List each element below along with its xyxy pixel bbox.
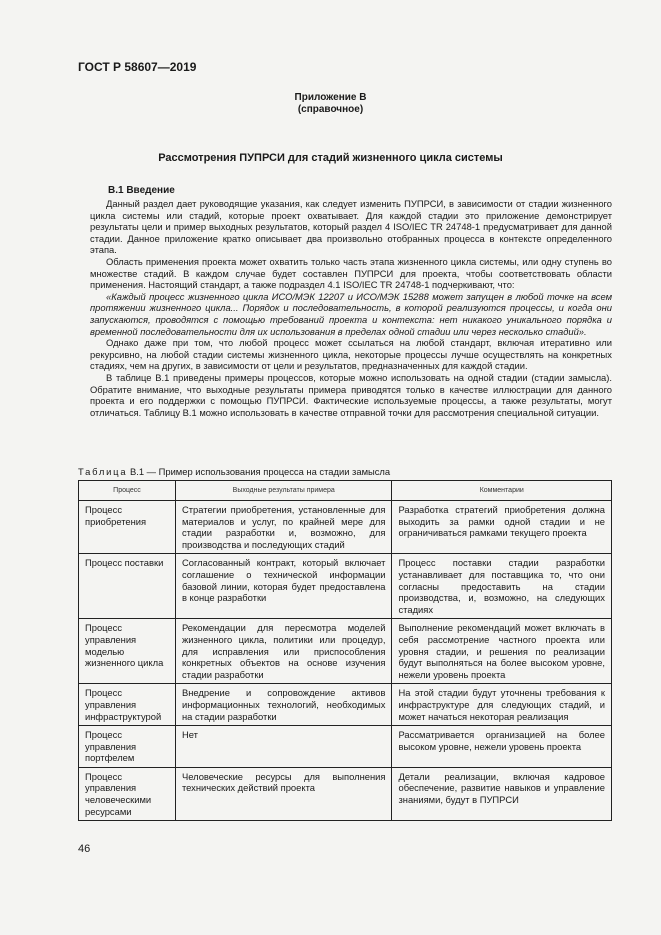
table-cell: Процесс управления моделью жизненного цикла [79, 619, 176, 684]
column-header: Комментарии [392, 481, 612, 501]
table-caption-text: В.1 — Пример использования процесса на стадии замысла [127, 466, 391, 477]
annex-heading [0, 92, 661, 116]
table-cell: Процесс управления инфраструктурой [79, 684, 176, 726]
table-caption-prefix: Таблица [78, 466, 128, 477]
table-cell: Рассматривается организацией на более высоком уровне, нежели уровень проекта [392, 726, 612, 768]
table-cell: На этой стадии будут уточнены требования к инфраструктуре для следующих стадий, и может начаться некоторая реализация [392, 684, 612, 726]
table-cell: Разработка стратегий приобретения должна выходить за рамки одной стадии и не ограничиваться рамками текущего проекта [392, 501, 612, 554]
table-cell: Процесс управления портфелем [79, 726, 176, 768]
table-cell: Нет [175, 726, 392, 768]
body-text [90, 198, 612, 418]
table-cell: Человеческие ресурсы для выполнения технических действий проекта [175, 767, 392, 820]
annex-title: Приложение В [294, 92, 367, 103]
table-cell: Внедрение и сопровождение активов информационных технологий, необходимых на стадии разработки [175, 684, 392, 726]
annex-note: (справочное) [297, 104, 364, 115]
section-title: В.1 Введение [108, 185, 175, 196]
table-cell: Процесс приобретения [79, 501, 176, 554]
table-row [79, 726, 612, 768]
table-cell: Выполнение рекомендаций может включать в себя рассмотрение частного проекта или уровня стадии, и решения по реализации будут выполняться на более высоком уровне, нежели уровень проекта [392, 619, 612, 684]
process-table [78, 480, 612, 821]
document-header: ГОСТ Р 58607—2019 [78, 60, 197, 74]
table-row [79, 684, 612, 726]
table-row [79, 619, 612, 684]
table-row [79, 767, 612, 820]
table-cell: Рекомендации для пересмотра моделей жизненного цикла, политики или процедур, для исправления или приспособления конкретных объектов на основе изучения стадии разработки [175, 619, 392, 684]
paragraph: Область применения проекта может охватить только часть этапа жизненного цикла системы, или одну ступень во множестве стадий. В каждом случае будет составлен ПУПРСИ для проекта, чтобы соответствовать области применения. Настоящий стандарт, а также подраздел 4.1 ISO/IEC TR 24748-1 подчеркивают, что: [90, 255, 612, 291]
table-caption [78, 466, 390, 477]
table-cell: Процесс управления человеческими ресурсами [79, 767, 176, 820]
table-cell: Процесс поставки стадии разработки устанавливает для поставщика то, что они согласны предоставить на стадии производства, и, возможно, на следующих стадиях [392, 554, 612, 619]
table-cell: Детали реализации, включая кадровое обеспечение, развитие навыков и управление знаниями, будут в ПУПРСИ [392, 767, 612, 820]
table-row [79, 501, 612, 554]
paragraph: Данный раздел дает руководящие указания, как следует изменить ПУПРСИ, в зависимости от стадии жизненного цикла системы или стадий, которые проект охватывает. Для каждой стадии это приложение демонстрирует результаты цели и пример выходных результатов, который раздел 4 ISO/IEC TR 24748-1 предусматривает для данной стадии. Данное приложение кратко описывает два произвольно отобранных процесса в контексте определенного этапа. [90, 198, 612, 256]
main-title: Рассмотрения ПУПРСИ для стадий жизненного цикла системы [158, 152, 503, 164]
quote-paragraph: «Каждый процесс жизненного цикла ИСО/МЭК 12207 и ИСО/МЭК 15288 может запущен в любой точке на всем протяжении жизненного цикла... Порядок и последовательность, в которой реализуются процессы, и когда они запускаются, проводятся с помощью требований проекта и контекста: нет никакого уникального порядка и временной последовательности для их использования в пределах одной стадии или через несколько стадий». [90, 290, 612, 337]
paragraph: Однако даже при том, что любой процесс может ссылаться на любой стандарт, включая итеративно или рекурсивно, на любой стадии системы жизненного цикла, некоторые процессы лучше осуществлять на конкретных стадиях, чем на других, в зависимости от цели и результатов, предназначенных для каждой стадии. [90, 337, 612, 372]
table-cell: Процесс поставки [79, 554, 176, 619]
table-cell: Согласованный контракт, который включает соглашение о технической информации базовой линии, которая будет предоставлена в конце разработки [175, 554, 392, 619]
table-row [79, 554, 612, 619]
paragraph: В таблице В.1 приведены примеры процессов, которые можно использовать на одной стадии (стадии замысла). Обратите внимание, что выходные результаты примера приводятся только в качестве иллюстрации для данного проекта и его поддержки с помощью ПУПРСИ. Фактические используемые процессы, а также результаты, могут отличаться. Таблицу В.1 можно использовать в качестве отправной точки для рассмотрения специальной ситуации. [90, 371, 612, 418]
column-header: Процесс [79, 481, 176, 501]
table-header-row [79, 481, 612, 501]
page-number: 46 [78, 843, 91, 855]
column-header: Выходные результаты примера [175, 481, 392, 501]
table-cell: Стратегии приобретения, установленные для материалов и услуг, по крайней мере для стадии разработки и, возможно, для производства и последующих стадий [175, 501, 392, 554]
